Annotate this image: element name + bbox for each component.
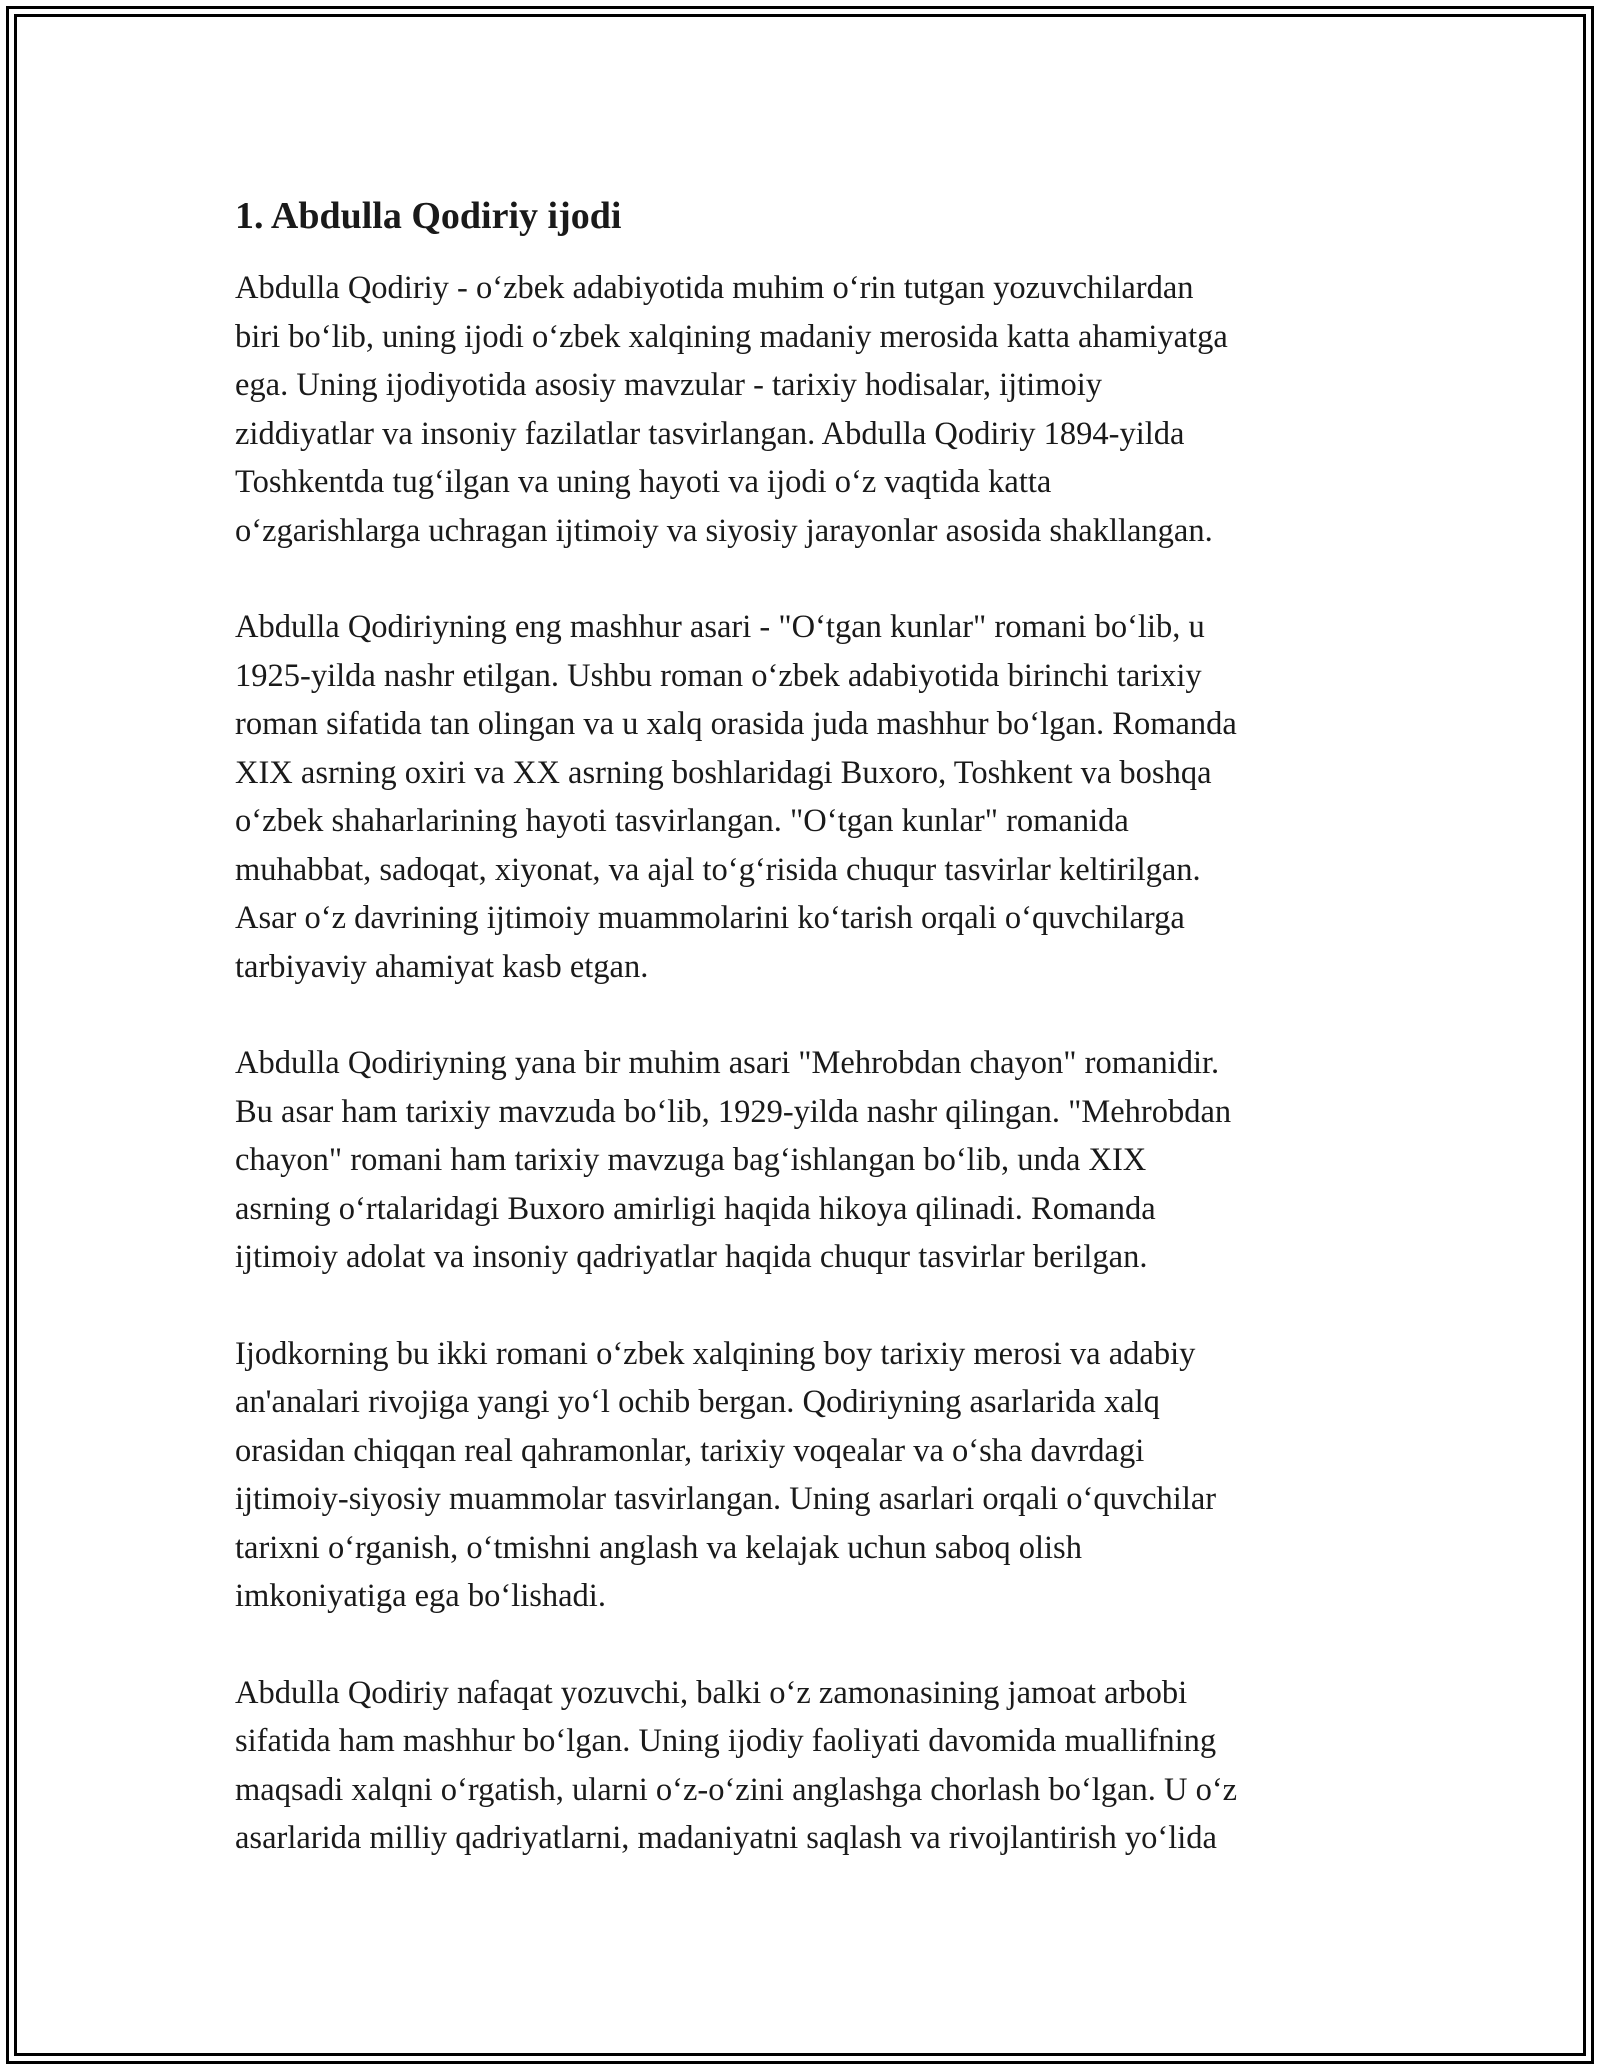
text-line: ijtimoiy-siyosiy muammolar tasvirlangan. Uning asarlari orqali oʻquvchilar [235,1481,1217,1517]
text-line: oʻzbek shaharlarining hayoti tasvirlangan. "Oʻtgan kunlar" romanida [235,803,1129,839]
text-line: orasidan chiqqan real qahramonlar, tarixiy voqealar va oʻsha davrdagi [235,1432,1145,1469]
text-line: ijtimoiy adolat va insoniy qadriyatlar haqida chuqur tasvirlar berilgan. [235,1239,1148,1275]
paragraph [235,1669,1375,1863]
text-line: Toshkentda tugʻilgan va uning hayoti va ijodi oʻz vaqtida katta [235,464,1052,500]
text-line: maqsadi xalqni oʻrgatish, ularni oʻz-oʻzini anglashga chorlash boʻlgan. U oʻz [235,1771,1238,1808]
text-line: Abdulla Qodiriyning eng mashhur asari - "Oʻtgan kunlar" romani boʻlib, u [235,609,1205,645]
text-line: Ijodkorning bu ikki romani oʻzbek xalqining boy tarixiy merosi va adabiy [235,1335,1196,1372]
text-line: asrning oʻrtalaridagi Buxoro amirligi haqida hikoya qilinadi. Romanda [235,1190,1156,1227]
text-line: roman sifatida tan olingan va u xalq orasida juda mashhur boʻlgan. Romanda [235,706,1237,742]
text-line: asarlarida milliy qadriyatlarni, madaniyatni saqlash va rivojlantirish yoʻlida [235,1820,1217,1856]
text-line: oʻzgarishlarga uchragan ijtimoiy va siyosiy jarayonlar asosida shakllangan. [235,512,1213,549]
text-line: biri boʻlib, uning ijodi oʻzbek xalqining madaniy merosida katta ahamiyatga [235,318,1228,355]
text-line: imkoniyatiga ega boʻlishadi. [235,1578,606,1614]
text-line: Abdulla Qodiriy nafaqat yozuvchi, balki oʻz zamonasining jamoat arbobi [235,1674,1188,1711]
document-body [235,180,1375,1911]
section-heading: 1. Abdulla Qodiriy ijodi [235,195,622,237]
text-line: sifatida ham mashhur boʻlgan. Uning ijodiy faoliyati davomida muallifning [235,1723,1217,1759]
text-line: ziddiyatlar va insoniy fazilatlar tasvirlangan. Abdulla Qodiriy 1894-yilda [235,415,1185,452]
text-line: Asar oʻz davrining ijtimoiy muammolarini koʻtarish orqali oʻquvchilarga [235,900,1185,936]
text-line: Abdulla Qodiriyning yana bir muhim asari "Mehrobdan chayon" romanidir. [235,1045,1220,1081]
paragraphs-container [235,264,1375,1863]
text-line: Bu asar ham tarixiy mavzuda boʻlib, 1929-yilda nashr qilingan. "Mehrobdan [235,1093,1232,1130]
paragraph [235,603,1375,991]
text-line: muhabbat, sadoqat, xiyonat, va ajal toʻgʻrisida chuqur tasvirlar keltirilgan. [235,851,1201,888]
text-line: an'analari rivojiga yangi yoʻl ochib bergan. Qodiriyning asarlarida xalq [235,1384,1160,1420]
text-line: tarixni oʻrganish, oʻtmishni anglash va kelajak uchun saboq olish [235,1529,1082,1566]
text-line: 1925-yilda nashr etilgan. Ushbu roman oʻzbek adabiyotida birinchi tarixiy [235,657,1202,694]
text-line: XIX asrning oxiri va XX asrning boshlaridagi Buxoro, Toshkent va boshqa [235,754,1212,791]
paragraph [235,1330,1375,1621]
paragraph [235,264,1375,555]
paragraph [235,1039,1375,1282]
text-line: tarbiyaviy ahamiyat kasb etgan. [235,948,649,985]
text-line: ega. Uning ijodiyotida asosiy mavzular - tarixiy hodisalar, ijtimoiy [235,367,1102,403]
text-line: chayon" romani ham tarixiy mavzuga bagʻishlangan boʻlib, unda XIX [235,1142,1147,1178]
text-line: Abdulla Qodiriy - oʻzbek adabiyotida muhim oʻrin tutgan yozuvchilardan [235,270,1194,306]
